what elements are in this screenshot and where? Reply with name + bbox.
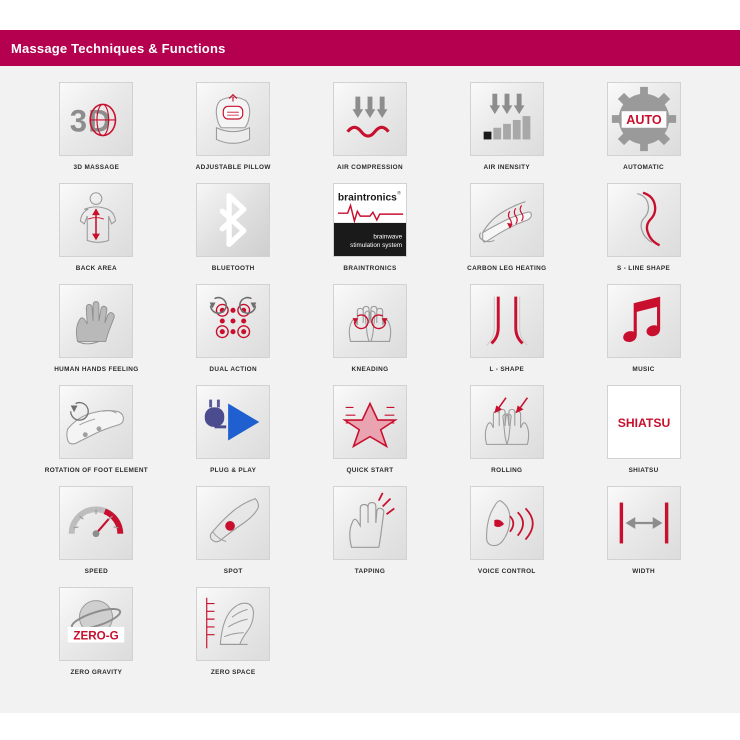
feature-label: WIDTH — [632, 568, 655, 575]
feature-cell-tapping[interactable] — [302, 486, 439, 587]
feature-label: VOICE CONTROL — [477, 568, 536, 575]
feature-cell-adjustable-pillow[interactable] — [165, 82, 302, 183]
l-shape-icon — [470, 284, 544, 358]
feature-label: KNEADING — [351, 366, 389, 373]
zero-space-chair-icon — [196, 587, 270, 661]
feature-cell-width[interactable] — [575, 486, 712, 587]
gear-auto-icon — [607, 82, 681, 156]
feature-cell-3d-massage[interactable] — [28, 82, 165, 183]
svg-text:D: D — [88, 103, 112, 139]
page-title: Massage Techniques & Functions — [11, 40, 226, 56]
feature-cell-kneading[interactable] — [302, 284, 439, 385]
dual-action-dots-icon — [196, 284, 270, 358]
feature-cell-rolling[interactable] — [438, 385, 575, 486]
feature-label: ROLLING — [491, 467, 523, 474]
svg-text:braintronics: braintronics — [337, 192, 397, 204]
width-arrow-icon — [607, 486, 681, 560]
feature-cell-dual-action[interactable] — [165, 284, 302, 385]
star-icon — [333, 385, 407, 459]
features-panel — [0, 30, 740, 713]
shiatsu-text-icon — [607, 385, 681, 459]
feature-cell-shiatsu[interactable] — [575, 385, 712, 486]
feature-label: HUMAN HANDS FEELING — [54, 366, 139, 373]
rolling-hands-icon — [470, 385, 544, 459]
feature-label: DUAL ACTION — [209, 366, 257, 373]
feature-label: SHIATSU — [628, 467, 659, 474]
panel-header — [0, 30, 740, 66]
auto-text: AUTO — [625, 112, 662, 127]
feature-cell-speed[interactable] — [28, 486, 165, 587]
feature-label: PLUG & PLAY — [210, 467, 257, 474]
feature-cell-bluetooth[interactable] — [165, 183, 302, 284]
feature-label: AUTOMATIC — [623, 164, 665, 171]
feature-cell-rotation-foot[interactable] — [28, 385, 165, 486]
back-body-icon — [59, 183, 133, 257]
feature-label: CARBON LEG HEATING — [467, 265, 547, 272]
feature-cell-plug-and-play[interactable] — [165, 385, 302, 486]
feature-cell-spot[interactable] — [165, 486, 302, 587]
feature-cell-braintronics[interactable] — [302, 183, 439, 284]
shiatsu-text: SHIATSU — [617, 415, 670, 430]
feature-cell-s-line-shape[interactable] — [575, 183, 712, 284]
air-intensity-bars-icon — [470, 82, 544, 156]
feature-cell-music[interactable] — [575, 284, 712, 385]
feature-label: 3D MASSAGE — [73, 164, 120, 171]
feature-cell-voice-control[interactable] — [438, 486, 575, 587]
feature-label: BLUETOOTH — [211, 265, 255, 272]
pillow-icon — [196, 82, 270, 156]
hands-icon — [59, 284, 133, 358]
feature-label: QUICK START — [346, 467, 394, 474]
braintronics-icon — [333, 183, 407, 257]
s-line-icon — [607, 183, 681, 257]
feature-label: AIR INENSITY — [483, 164, 531, 171]
feature-label: BRAINTRONICS — [343, 265, 397, 272]
music-note-icon — [607, 284, 681, 358]
voice-control-icon — [470, 486, 544, 560]
feature-cell-carbon-leg-heating[interactable] — [438, 183, 575, 284]
feature-label: BACK AREA — [75, 265, 118, 272]
tapping-hand-icon — [333, 486, 407, 560]
svg-text:®: ® — [397, 191, 401, 197]
feature-label: L - SHAPE — [489, 366, 525, 373]
feature-grid — [28, 82, 712, 688]
foot-rotation-icon — [59, 385, 133, 459]
svg-text:brainwave: brainwave — [373, 233, 403, 241]
feature-label: ZERO SPACE — [210, 669, 256, 676]
spot-arm-icon — [196, 486, 270, 560]
feature-label: S - LINE SHAPE — [616, 265, 671, 272]
feature-cell-back-area[interactable] — [28, 183, 165, 284]
speedometer-icon — [59, 486, 133, 560]
feature-label: SPEED — [84, 568, 109, 575]
zero-g-icon — [59, 587, 133, 661]
feature-label: TAPPING — [354, 568, 386, 575]
3d-text-icon — [59, 82, 133, 156]
feature-cell-air-compression[interactable] — [302, 82, 439, 183]
kneading-hands-icon — [333, 284, 407, 358]
feature-cell-air-intensity[interactable] — [438, 82, 575, 183]
feature-cell-quick-start[interactable] — [302, 385, 439, 486]
feature-label: MUSIC — [632, 366, 655, 373]
down-arrows-icon — [333, 82, 407, 156]
feature-cell-l-shape[interactable] — [438, 284, 575, 385]
svg-text:3: 3 — [70, 103, 88, 139]
leg-heating-icon — [470, 183, 544, 257]
feature-label: SPOT — [223, 568, 243, 575]
feature-label: AIR COMPRESSION — [337, 164, 403, 171]
plug-play-icon — [196, 385, 270, 459]
feature-label: ROTATION OF FOOT ELEMENT — [44, 467, 149, 474]
svg-text:stimulation system: stimulation system — [350, 242, 403, 250]
feature-cell-zero-space[interactable] — [165, 587, 302, 688]
zero-g-text: ZERO-G — [73, 629, 120, 643]
feature-label: ZERO GRAVITY — [70, 669, 123, 676]
bluetooth-icon — [196, 183, 270, 257]
feature-cell-human-hands[interactable] — [28, 284, 165, 385]
feature-cell-zero-gravity[interactable] — [28, 587, 165, 688]
feature-label: ADJUSTABLE PILLOW — [195, 164, 271, 171]
feature-cell-automatic[interactable] — [575, 82, 712, 183]
